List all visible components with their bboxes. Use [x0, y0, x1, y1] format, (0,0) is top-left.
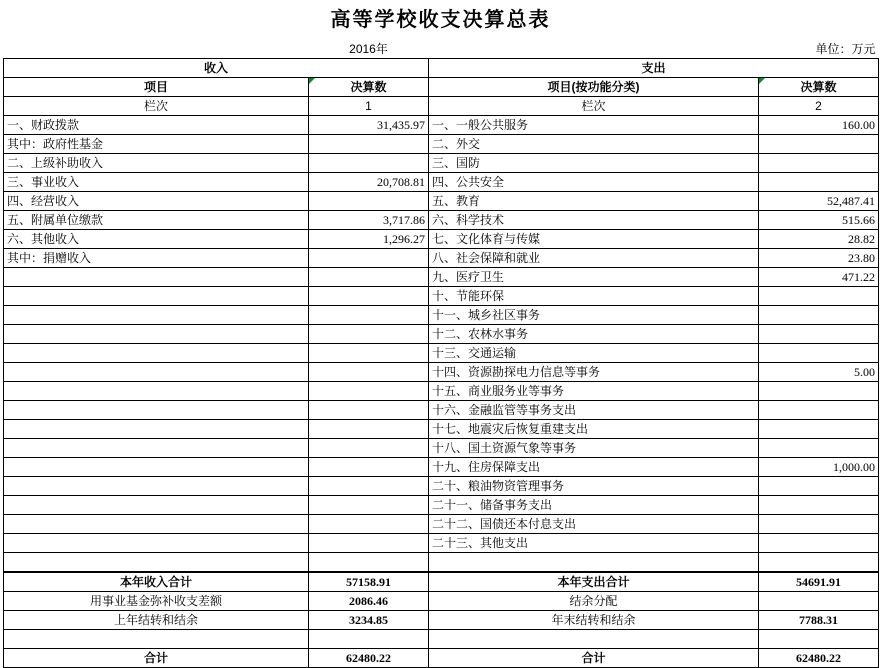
expense-item-cell: 十二、农林水事务	[429, 325, 759, 344]
expense-item-cell: 二十三、其他支出	[429, 534, 759, 553]
expense-item-cell: 九、医疗卫生	[429, 268, 759, 287]
expense-value-cell: 28.82	[759, 230, 879, 249]
table-row	[4, 439, 879, 458]
expense-value-cell: 52,487.41	[759, 192, 879, 211]
income-item-cell: 五、附属单位缴款	[4, 211, 309, 230]
table-row	[4, 382, 879, 401]
income-item-cell	[4, 325, 309, 344]
table-row	[4, 116, 879, 135]
expense-item-cell	[429, 553, 759, 572]
expense-item-cell: 一、一般公共服务	[429, 116, 759, 135]
income-value-cell	[309, 458, 429, 477]
expense-item-cell: 十、节能环保	[429, 287, 759, 306]
expense-value-cell: 515.66	[759, 211, 879, 230]
expense-value-cell	[759, 344, 879, 363]
table-row	[4, 401, 879, 420]
expense-item-cell: 十七、地震灾后恢复重建支出	[429, 420, 759, 439]
income-item-cell	[4, 496, 309, 515]
table-row	[4, 325, 879, 344]
grand-total-value-left: 62480.22	[309, 649, 429, 668]
grand-total-row	[4, 649, 879, 668]
income-total-label: 本年收入合计	[4, 573, 309, 592]
income-item-cell	[4, 344, 309, 363]
group-header-row	[4, 59, 879, 78]
column-number-row	[4, 97, 879, 116]
expense-item-cell: 十五、商业服务业等事务	[429, 382, 759, 401]
expense-item-cell: 二十、粮油物资管理事务	[429, 477, 759, 496]
expense-item-header: 项目(按功能分类)	[429, 78, 759, 97]
income-item-cell	[4, 439, 309, 458]
expense-value-cell	[759, 553, 879, 572]
expense-value-cell	[759, 382, 879, 401]
income-value-cell: 31,435.97	[309, 116, 429, 135]
table-row	[4, 211, 879, 230]
page-title: 高等学校收支决算总表	[330, 9, 551, 31]
table-row	[4, 173, 879, 192]
income-value-cell	[309, 249, 429, 268]
income-item-header: 项目	[4, 78, 309, 97]
unit-label: 单位：万元	[815, 42, 876, 56]
income-value-cell	[309, 344, 429, 363]
income-col-number: 1	[309, 97, 429, 116]
expense-item-cell: 十八、国土资源气象等事务	[429, 439, 759, 458]
income-value-cell	[309, 420, 429, 439]
adjust-label: 用事业基金弥补收支差额	[4, 592, 309, 611]
total-row-adjustment	[4, 592, 879, 611]
expense-value-cell	[759, 306, 879, 325]
table-row	[4, 553, 879, 572]
grand-total-label-left: 合计	[4, 649, 309, 668]
income-value-cell	[309, 154, 429, 173]
income-rowlabel: 栏次	[4, 97, 309, 116]
expense-value-cell	[759, 534, 879, 553]
expense-value-cell: 160.00	[759, 116, 879, 135]
table-row	[4, 496, 879, 515]
expense-item-cell: 五、教育	[429, 192, 759, 211]
income-item-cell	[4, 268, 309, 287]
year-unit-row	[4, 40, 879, 59]
income-value-cell	[309, 553, 429, 572]
income-item-cell	[4, 401, 309, 420]
expense-item-cell: 三、国防	[429, 154, 759, 173]
year-end-carry-label: 年末结转和结余	[429, 611, 759, 630]
income-value-cell	[309, 515, 429, 534]
income-item-cell: 六、其他收入	[4, 230, 309, 249]
table-row	[4, 534, 879, 553]
expense-item-cell: 四、公共安全	[429, 173, 759, 192]
totals-table	[3, 572, 879, 668]
expense-value-cell: 471.22	[759, 268, 879, 287]
expense-value-cell	[759, 325, 879, 344]
income-value-cell	[309, 306, 429, 325]
expense-total-value: 54691.91	[759, 573, 879, 592]
income-item-cell	[4, 553, 309, 572]
prior-carry-label: 上年结转和结余	[4, 611, 309, 630]
expense-item-cell: 八、社会保障和就业	[429, 249, 759, 268]
table-row	[4, 344, 879, 363]
table-row	[4, 192, 879, 211]
income-item-cell: 其中：捐赠收入	[4, 249, 309, 268]
total-row-carryover	[4, 611, 879, 630]
expense-item-cell: 二、外交	[429, 135, 759, 154]
table-row	[4, 249, 879, 268]
income-value-cell: 3,717.86	[309, 211, 429, 230]
expense-item-cell: 六、科学技术	[429, 211, 759, 230]
table-row	[4, 154, 879, 173]
income-value-cell	[309, 135, 429, 154]
income-item-cell	[4, 458, 309, 477]
income-item-cell	[4, 534, 309, 553]
expense-item-cell: 十三、交通运输	[429, 344, 759, 363]
expense-item-cell: 二十二、国债还本付息支出	[429, 515, 759, 534]
expense-value-cell	[759, 154, 879, 173]
expense-value-cell: 23.80	[759, 249, 879, 268]
table-row	[4, 287, 879, 306]
expense-value-cell: 5.00	[759, 363, 879, 382]
expense-item-cell: 十四、资源勘探电力信息等事务	[429, 363, 759, 382]
income-value-cell: 1,296.27	[309, 230, 429, 249]
table-row	[4, 458, 879, 477]
income-item-cell: 二、上级补助收入	[4, 154, 309, 173]
expense-item-cell: 十六、金融监管等事务支出	[429, 401, 759, 420]
table-row	[4, 268, 879, 287]
income-value-cell	[309, 382, 429, 401]
expense-value-cell	[759, 401, 879, 420]
expense-value-cell	[759, 477, 879, 496]
income-item-cell	[4, 477, 309, 496]
expense-value-cell	[759, 515, 879, 534]
income-value-cell	[309, 363, 429, 382]
expense-value-cell	[759, 439, 879, 458]
income-item-cell	[4, 420, 309, 439]
income-value-cell	[309, 287, 429, 306]
column-header-row	[4, 78, 879, 97]
surplus-alloc-value	[759, 592, 879, 611]
income-total-value: 57158.91	[309, 573, 429, 592]
table-row	[4, 306, 879, 325]
income-value-header: 决算数	[309, 78, 429, 97]
year-end-carry-value: 7788.31	[759, 611, 879, 630]
income-value-cell	[309, 477, 429, 496]
income-value-cell	[309, 325, 429, 344]
table-row	[4, 135, 879, 154]
table-row	[4, 230, 879, 249]
expense-rowlabel: 栏次	[429, 97, 759, 116]
budget-table	[3, 40, 879, 572]
expense-value-cell	[759, 287, 879, 306]
income-value-cell: 20,708.81	[309, 173, 429, 192]
expense-value-header: 决算数	[759, 78, 879, 97]
prior-carry-value: 3234.85	[309, 611, 429, 630]
expense-value-cell: 1,000.00	[759, 458, 879, 477]
income-item-cell	[4, 382, 309, 401]
income-value-cell	[309, 439, 429, 458]
table-row	[4, 420, 879, 439]
income-value-cell	[309, 534, 429, 553]
income-item-cell	[4, 287, 309, 306]
adjust-value: 2086.46	[309, 592, 429, 611]
income-item-cell: 三、事业收入	[4, 173, 309, 192]
income-value-cell	[309, 192, 429, 211]
expense-item-cell: 二十一、储备事务支出	[429, 496, 759, 515]
expense-value-cell	[759, 173, 879, 192]
table-row	[4, 363, 879, 382]
expense-item-cell: 十九、住房保障支出	[429, 458, 759, 477]
table-row	[4, 477, 879, 496]
income-value-cell	[309, 401, 429, 420]
expense-value-cell	[759, 135, 879, 154]
income-item-cell: 一、财政拨款	[4, 116, 309, 135]
income-item-cell: 其中：政府性基金	[4, 135, 309, 154]
income-value-cell	[309, 496, 429, 515]
grand-total-value-right: 62480.22	[759, 649, 879, 668]
expense-value-cell	[759, 420, 879, 439]
income-value-cell	[309, 268, 429, 287]
expense-col-number: 2	[759, 97, 879, 116]
expense-item-cell: 十一、城乡社区事务	[429, 306, 759, 325]
income-item-cell	[4, 515, 309, 534]
year-label: 2016年	[349, 42, 388, 56]
expense-group-header: 支出	[429, 59, 879, 78]
expense-item-cell: 七、文化体育与传媒	[429, 230, 759, 249]
expense-total-label: 本年支出合计	[429, 573, 759, 592]
table-row	[4, 515, 879, 534]
income-group-header: 收入	[4, 59, 429, 78]
expense-value-cell	[759, 496, 879, 515]
grand-total-label-right: 合计	[429, 649, 759, 668]
income-item-cell: 四、经营收入	[4, 192, 309, 211]
total-row-current-year	[4, 573, 879, 592]
income-item-cell	[4, 363, 309, 382]
surplus-alloc-label: 结余分配	[429, 592, 759, 611]
income-item-cell	[4, 306, 309, 325]
